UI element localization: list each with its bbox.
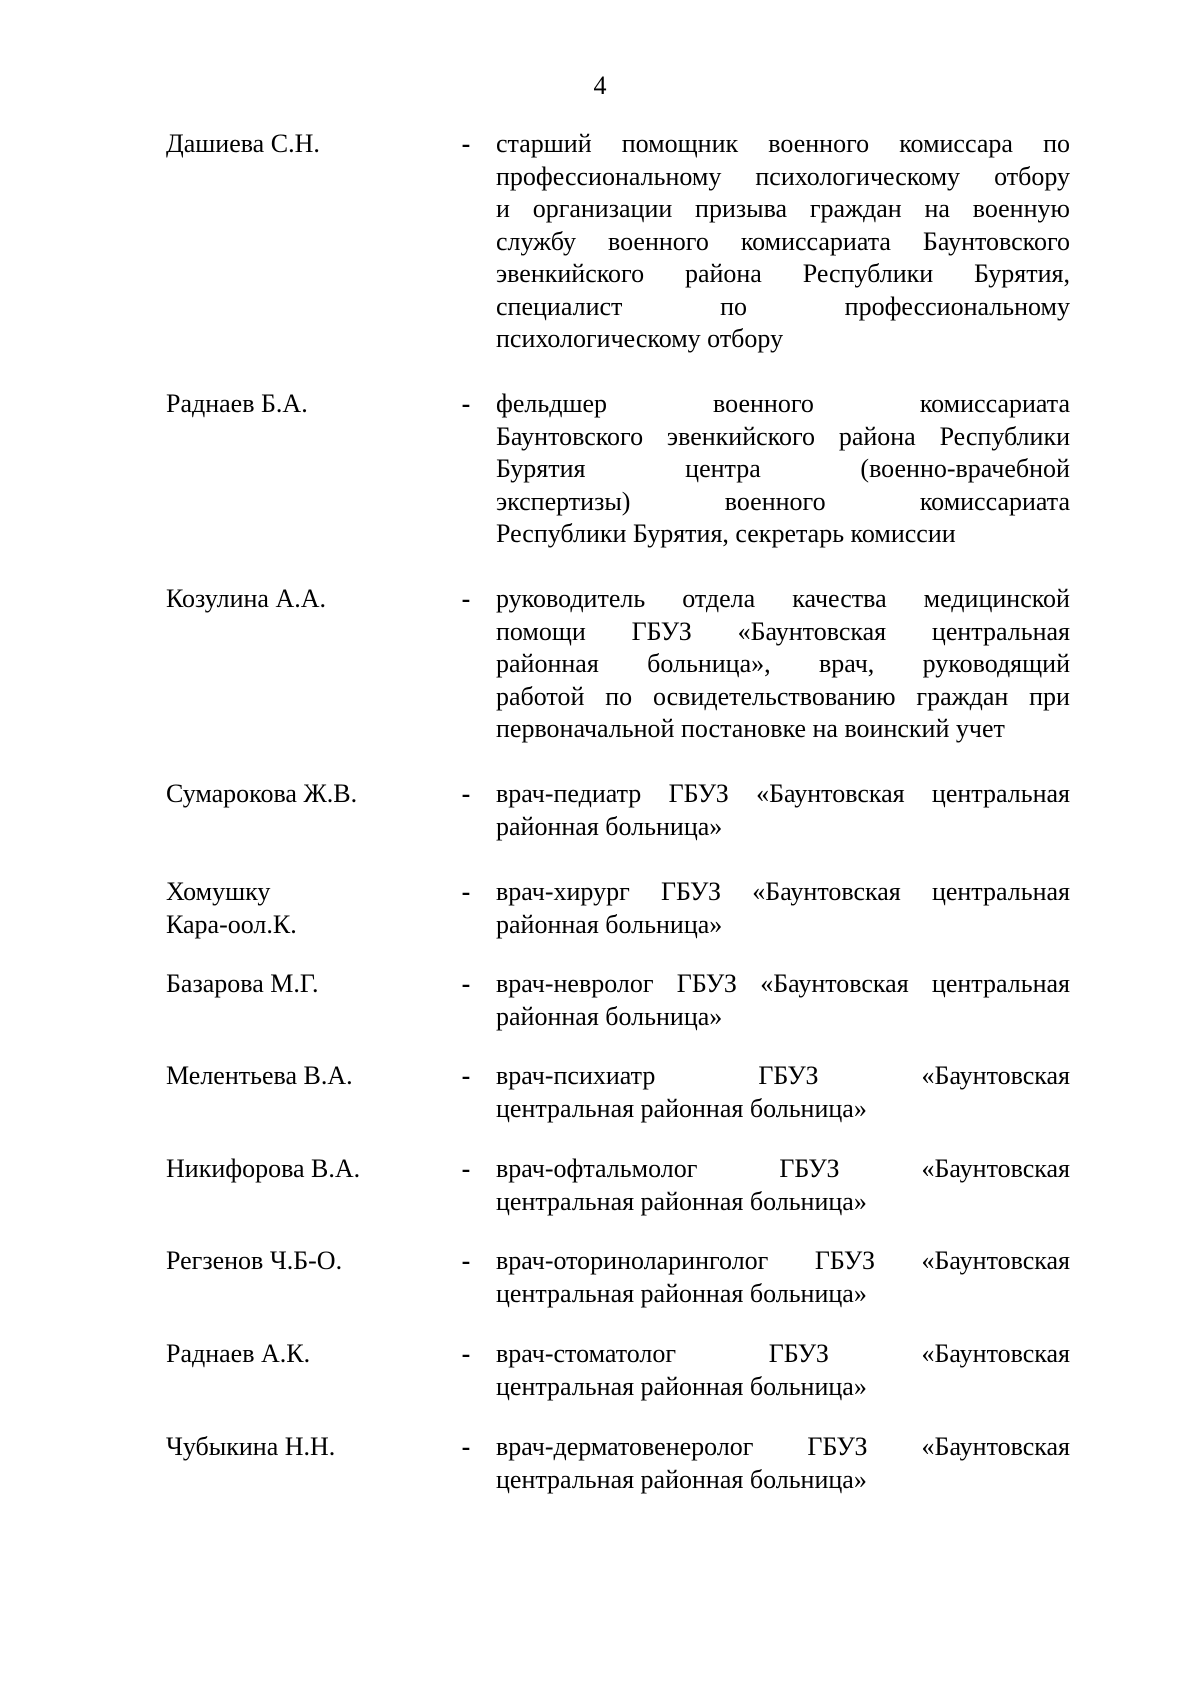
word: ГБУЗ bbox=[758, 1061, 819, 1090]
position-line: психологическому отбору bbox=[496, 324, 784, 353]
member-position bbox=[496, 968, 1070, 1033]
member-name bbox=[166, 388, 436, 421]
position-line bbox=[496, 1245, 1070, 1278]
commission-member-entry bbox=[0, 876, 1200, 941]
position-line bbox=[496, 681, 1070, 714]
word: врач-педиатр bbox=[496, 779, 642, 808]
word: центральная bbox=[931, 616, 1070, 646]
commission-member-entry bbox=[0, 1153, 1200, 1218]
member-name-line: Регзенов Ч.Б-О. bbox=[166, 1246, 343, 1275]
position-line bbox=[496, 1153, 1070, 1186]
position-line bbox=[496, 778, 1070, 811]
member-name-line: Никифорова В.А. bbox=[166, 1154, 361, 1183]
word: «Баунтовская bbox=[752, 877, 901, 906]
position-line bbox=[496, 388, 1070, 421]
word: экспертизы) bbox=[496, 486, 631, 516]
word: больница», bbox=[647, 649, 771, 678]
member-name-line: Хомушку bbox=[166, 877, 271, 906]
word: работой bbox=[496, 681, 585, 711]
word: центральная bbox=[931, 877, 1070, 906]
position-line: Республики Бурятия, секретарь комиссии bbox=[496, 519, 956, 548]
word: «Баунтовская bbox=[921, 1246, 1070, 1275]
member-name-line: Раднаев А.К. bbox=[166, 1339, 311, 1368]
word: «Баунтовская bbox=[921, 1432, 1070, 1461]
position-line bbox=[496, 128, 1070, 161]
position-line: центральная районная больница» bbox=[496, 1186, 867, 1216]
position-line bbox=[496, 583, 1070, 616]
member-name bbox=[166, 128, 436, 161]
position-line bbox=[496, 1431, 1070, 1464]
page-number: 4 bbox=[593, 71, 607, 100]
member-position bbox=[496, 1245, 1070, 1310]
member-name bbox=[166, 1245, 436, 1278]
word: освидетельствованию bbox=[652, 681, 896, 711]
word: при bbox=[1029, 681, 1070, 711]
word: врач-дерматовенеролог bbox=[496, 1432, 754, 1461]
commission-member-entry bbox=[0, 1060, 1200, 1125]
word: по bbox=[605, 681, 633, 711]
word: медицинской bbox=[923, 584, 1070, 613]
word: организации bbox=[532, 194, 673, 223]
commission-member-entry bbox=[0, 583, 1200, 746]
member-position bbox=[496, 128, 1070, 356]
member-name bbox=[166, 968, 436, 1001]
separator-dash: - bbox=[461, 877, 471, 906]
commission-member-entry bbox=[0, 968, 1200, 1033]
word: по bbox=[720, 291, 747, 321]
word: центра bbox=[685, 454, 761, 483]
word: профессиональному bbox=[844, 291, 1070, 321]
word: района bbox=[684, 259, 762, 288]
separator-dash: - bbox=[461, 779, 471, 808]
word: военного bbox=[768, 129, 870, 158]
word: ГБУЗ bbox=[779, 1154, 840, 1183]
word: граждан bbox=[809, 194, 902, 223]
word: комиссара bbox=[899, 129, 1013, 158]
separator-dash: - bbox=[461, 584, 471, 613]
member-name bbox=[166, 1153, 436, 1186]
position-line bbox=[496, 648, 1070, 681]
member-position bbox=[496, 1060, 1070, 1125]
position-line bbox=[496, 291, 1070, 324]
member-name bbox=[166, 583, 436, 616]
word: комиссариата bbox=[740, 226, 891, 256]
word: «Баунтовская bbox=[760, 969, 909, 998]
member-position bbox=[496, 778, 1070, 843]
word: «Баунтовская bbox=[921, 1339, 1070, 1368]
word: «Баунтовская bbox=[921, 1061, 1070, 1090]
position-line bbox=[496, 193, 1070, 226]
word: эвенкийского bbox=[666, 421, 815, 451]
word: врач-оториноларинголог bbox=[496, 1246, 769, 1275]
member-position bbox=[496, 388, 1070, 551]
position-line: районная больница» bbox=[496, 1001, 723, 1031]
word: Баунтовского bbox=[496, 421, 644, 451]
position-line bbox=[496, 486, 1070, 519]
member-name-line: Чубыкина Н.Н. bbox=[166, 1432, 336, 1461]
word: старший bbox=[496, 129, 592, 158]
word: ГБУЗ bbox=[814, 1246, 875, 1275]
member-name-line: Кара-оол.К. bbox=[166, 909, 297, 939]
member-name-line: Козулина А.А. bbox=[166, 584, 327, 613]
word: профессиональному bbox=[496, 161, 722, 191]
position-line bbox=[496, 968, 1070, 1001]
position-line bbox=[496, 1338, 1070, 1371]
word: врач-офтальмолог bbox=[496, 1154, 698, 1183]
position-line bbox=[496, 453, 1070, 486]
position-line: районная больница» bbox=[496, 909, 723, 939]
member-position bbox=[496, 876, 1070, 941]
position-line bbox=[496, 616, 1070, 649]
word: военного bbox=[713, 389, 814, 418]
member-name-line: Дашиева С.Н. bbox=[166, 129, 320, 158]
separator-dash: - bbox=[461, 969, 471, 998]
member-name bbox=[166, 876, 436, 941]
word: врач-невролог bbox=[496, 969, 654, 998]
commission-member-entry bbox=[0, 1245, 1200, 1310]
position-line bbox=[496, 1060, 1070, 1093]
word: психологическому bbox=[755, 161, 961, 191]
word: района bbox=[838, 421, 916, 451]
word: Республики bbox=[939, 421, 1070, 451]
commission-member-entry bbox=[0, 1431, 1200, 1496]
position-line: центральная районная больница» bbox=[496, 1371, 867, 1401]
word: районная bbox=[496, 649, 599, 678]
word: качества bbox=[792, 584, 887, 613]
separator-dash: - bbox=[461, 389, 471, 418]
position-line: центральная районная больница» bbox=[496, 1278, 867, 1308]
word: службу bbox=[496, 226, 577, 256]
position-line bbox=[496, 226, 1070, 259]
member-position bbox=[496, 583, 1070, 746]
word: «Баунтовская bbox=[756, 779, 905, 808]
separator-dash: - bbox=[461, 1339, 471, 1368]
word: военную bbox=[972, 194, 1070, 223]
member-name-line: Сумарокова Ж.В. bbox=[166, 779, 358, 808]
commission-member-entry bbox=[0, 128, 1200, 356]
separator-dash: - bbox=[461, 1432, 471, 1461]
member-name bbox=[166, 1338, 436, 1371]
word: помощник bbox=[621, 129, 739, 158]
member-name bbox=[166, 1431, 436, 1464]
word: врач-стоматолог bbox=[496, 1339, 677, 1368]
commission-member-entry bbox=[0, 778, 1200, 843]
word: врач, bbox=[818, 649, 875, 678]
separator-dash: - bbox=[461, 1246, 471, 1275]
word: граждан bbox=[916, 681, 1009, 711]
separator-dash: - bbox=[461, 1061, 471, 1090]
member-name-line: Раднаев Б.А. bbox=[166, 389, 308, 418]
word: врач-хирург bbox=[496, 877, 630, 906]
member-position bbox=[496, 1338, 1070, 1403]
word: на bbox=[924, 194, 950, 223]
member-name-line: Базарова М.Г. bbox=[166, 969, 319, 998]
word: Баунтовского bbox=[922, 226, 1070, 256]
word: ГБУЗ bbox=[668, 779, 729, 808]
word: Бурятия bbox=[496, 454, 586, 483]
word: руководитель bbox=[496, 584, 646, 613]
word: Бурятия, bbox=[974, 259, 1070, 288]
word: руководящий bbox=[922, 649, 1070, 678]
word: эвенкийского bbox=[496, 259, 645, 288]
separator-dash: - bbox=[461, 129, 471, 158]
word: «Баунтовская bbox=[737, 616, 887, 646]
word: по bbox=[1043, 129, 1070, 158]
word: комиссариата bbox=[919, 486, 1070, 516]
word: военного bbox=[724, 486, 826, 516]
member-name bbox=[166, 778, 436, 811]
word: «Баунтовская bbox=[921, 1154, 1070, 1183]
position-line bbox=[496, 876, 1070, 909]
word: врач-психиатр bbox=[496, 1061, 656, 1090]
member-position bbox=[496, 1153, 1070, 1218]
commission-member-entry bbox=[0, 388, 1200, 551]
word: ГБУЗ bbox=[660, 877, 722, 906]
position-line: районная больница» bbox=[496, 811, 723, 841]
word: ГБУЗ bbox=[768, 1339, 829, 1368]
position-line bbox=[496, 258, 1070, 291]
word: ГБУЗ bbox=[631, 616, 692, 646]
word: призыва bbox=[695, 194, 788, 223]
position-line: первоначальной постановке на воинский учет bbox=[496, 714, 1005, 743]
word: и bbox=[496, 194, 510, 223]
word: центральная bbox=[931, 969, 1070, 998]
word: комиссариата bbox=[919, 389, 1070, 418]
position-line: центральная районная больница» bbox=[496, 1464, 867, 1494]
position-line bbox=[496, 161, 1070, 194]
separator-dash: - bbox=[461, 1154, 471, 1183]
word: помощи bbox=[496, 616, 586, 646]
commission-member-entry bbox=[0, 1338, 1200, 1403]
word: ГБУЗ bbox=[676, 969, 737, 998]
word: ГБУЗ bbox=[807, 1432, 868, 1461]
member-name-line: Мелентьева В.А. bbox=[166, 1061, 353, 1090]
word: военного bbox=[608, 226, 709, 256]
word: (военно-врачебной bbox=[860, 454, 1070, 483]
word: центральная bbox=[931, 779, 1070, 808]
word: отбору bbox=[994, 161, 1070, 191]
word: специалист bbox=[496, 291, 623, 321]
position-line: центральная районная больница» bbox=[496, 1093, 867, 1123]
word: отдела bbox=[682, 584, 756, 613]
member-position bbox=[496, 1431, 1070, 1496]
word: Республики bbox=[802, 259, 934, 288]
word: фельдшер bbox=[496, 389, 608, 418]
member-name bbox=[166, 1060, 436, 1093]
position-line bbox=[496, 421, 1070, 454]
